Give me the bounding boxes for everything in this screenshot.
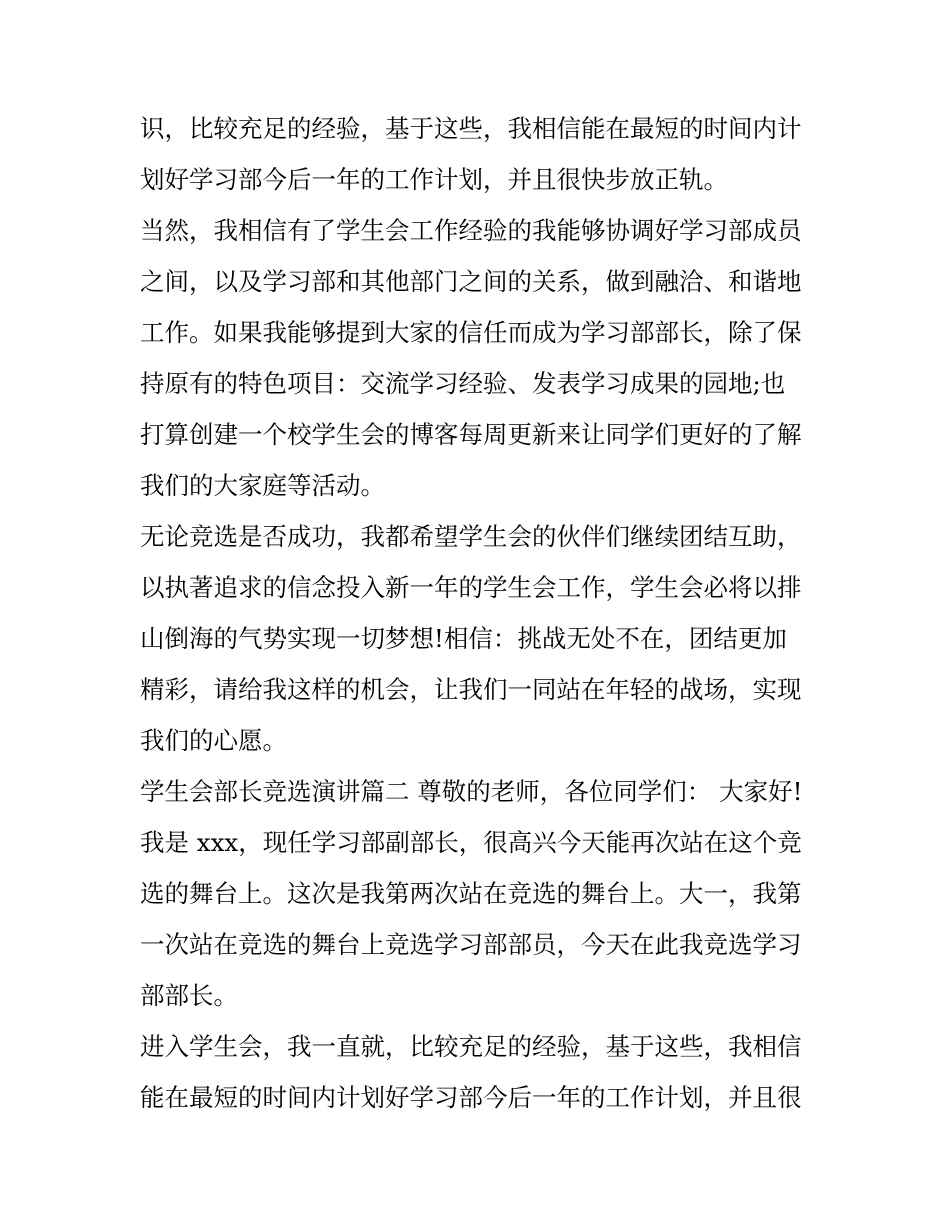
text-line: 之间，以及学习部和其他部门之间的关系，做到融洽、和谐地 xyxy=(140,267,802,296)
text-line: 持原有的特色项目：交流学习经验、发表学习成果的园地;也 xyxy=(140,369,786,398)
text-line: 精彩，请给我这样的机会，让我们一同站在年轻的战场，实现 xyxy=(140,675,802,704)
text-line: 选的舞台上。这次是我第两次站在竞选的舞台上。大一，我第 xyxy=(140,879,802,908)
text-line: 打算创建一个校学生会的博客每周更新来让同学们更好的了解 xyxy=(140,420,802,449)
text-line: 我们的心愿。 xyxy=(140,726,287,755)
text-line: 我是 xxx，现任学习部副部长，很高兴今天能再次站在这个竞 xyxy=(140,828,802,857)
text-line: 一次站在竞选的舞台上竞选学习部部员，今天在此我竞选学习 xyxy=(140,930,802,959)
text-line: 山倒海的气势实现一切梦想!相信：挑战无处不在，团结更加 xyxy=(140,624,787,653)
text-line: 划好学习部今后一年的工作计划，并且很快步放正轨。 xyxy=(140,165,728,194)
text-line: 能在最短的时间内计划好学习部今后一年的工作计划，并且很 xyxy=(140,1083,802,1112)
document-body xyxy=(140,103,830,1123)
text-line: 学生会部长竞选演讲篇二 尊敬的老师，各位同学们： 大家好! xyxy=(140,777,803,806)
text-line: 以执著追求的信念投入新一年的学生会工作，学生会必将以排 xyxy=(140,573,802,602)
text-line: 进入学生会，我一直就，比较充足的经验，基于这些，我相信 xyxy=(140,1032,802,1061)
text-line: 工作。如果我能够提到大家的信任而成为学习部部长，除了保 xyxy=(140,318,802,347)
text-line: 我们的大家庭等活动。 xyxy=(140,471,385,500)
text-line: 识，比较充足的经验，基于这些，我相信能在最短的时间内计 xyxy=(140,114,802,143)
text-line: 当然，我相信有了学生会工作经验的我能够协调好学习部成员 xyxy=(140,216,802,245)
text-line: 部部长。 xyxy=(140,981,238,1010)
text-line: 无论竞选是否成功，我都希望学生会的伙伴们继续团结互助， xyxy=(140,522,802,551)
